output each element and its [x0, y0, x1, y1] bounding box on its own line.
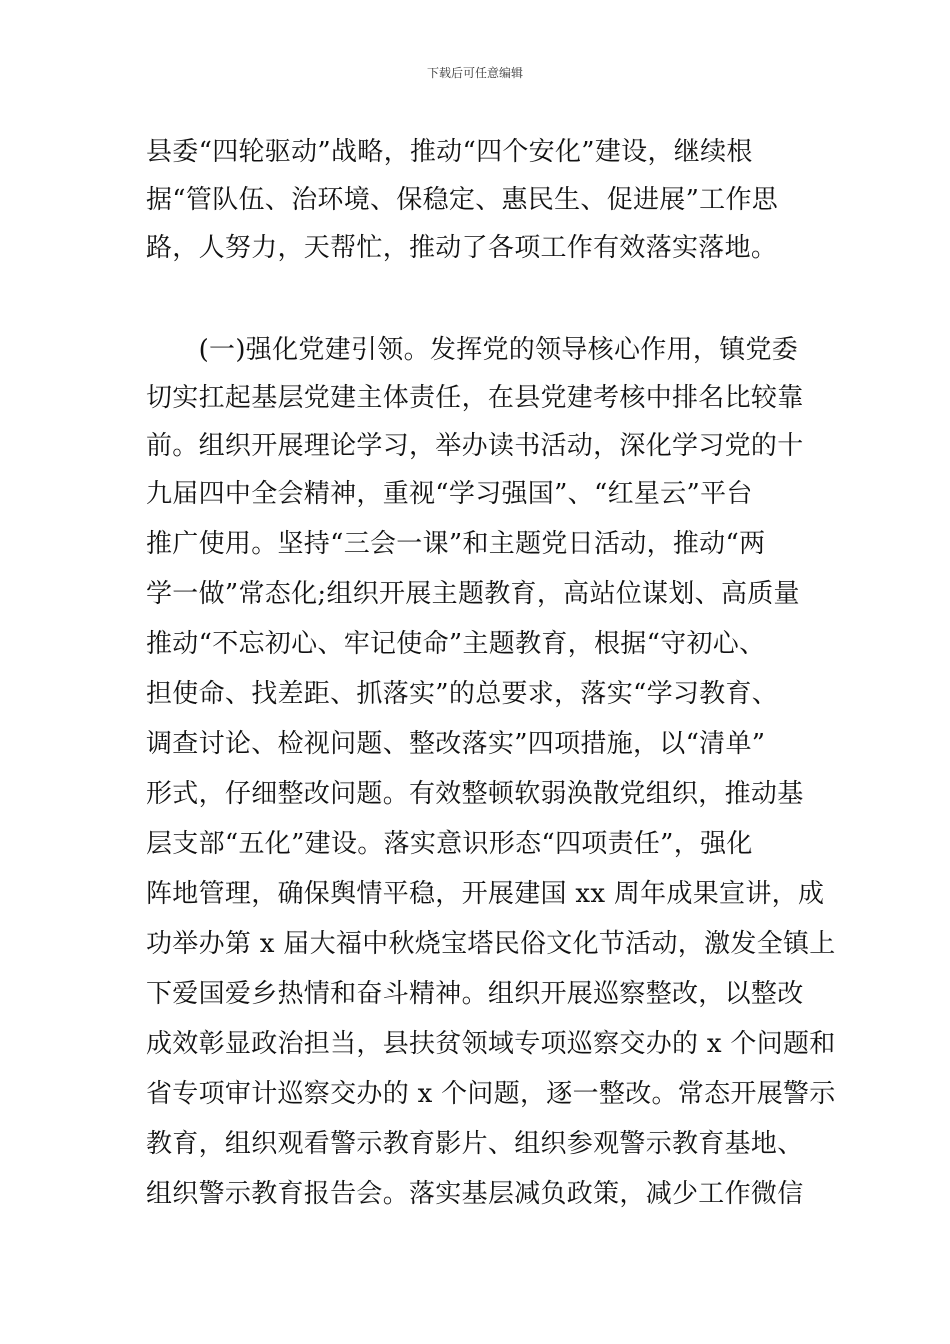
text-line: 形式，仔细整改问题。有效整顿软弱涣散党组织，推动基 — [146, 779, 804, 809]
text-line: 组织警示教育报告会。落实基层减负政策，减少工作微信 — [146, 1179, 804, 1209]
text-line: 推广使用。坚持“三会一课”和主题党日活动，推动“两 — [146, 529, 766, 559]
text-line: 教育，组织观看警示教育影片、组织参观警示教育基地、 — [146, 1129, 804, 1159]
text-line: 九届四中全会精神，重视“学习强国”、“红星云”平台 — [146, 479, 753, 509]
text-line: 层支部“五化”建设。落实意识形态“四项责任”，强化 — [146, 829, 753, 859]
text-line: 下爱国爱乡热情和奋斗精神。组织开展巡察整改，以整改 — [146, 979, 804, 1009]
text-line: 前。组织开展理论学习，举办读书活动，深化学习党的十 — [146, 431, 804, 461]
text-line: 调查讨论、检视问题、整改落实”四项措施，以“清单” — [146, 729, 766, 759]
text-line: 据“管队伍、治环境、保稳定、惠民生、促进展”工作思 — [146, 185, 779, 215]
text-line: 县委“四轮驱动”战略，推动“四个安化”建设，继续根 — [146, 137, 753, 167]
text-line: 路，人努力，天帮忙，推动了各项工作有效落实落地。 — [146, 233, 778, 263]
page-header: 下载后可任意编辑 — [426, 66, 523, 80]
text-line: (一)强化党建引领。发挥党的领导核心作用，镇党委 — [146, 335, 799, 365]
text-line: 成效彰显政治担当，县扶贫领域专项巡察交办的 x 个问题和 — [146, 1029, 836, 1059]
text-line: 功举办第 x 届大福中秋烧宝塔民俗文化节活动，激发全镇上 — [146, 929, 836, 959]
text-line: 阵地管理，确保舆情平稳，开展建国 xx 周年成果宣讲，成 — [146, 879, 825, 909]
text-line: 切实扛起基层党建主体责任，在县党建考核中排名比较靠 — [146, 383, 804, 413]
text-line: 推动“不忘初心、牢记使命”主题教育，根据“守初心、 — [146, 629, 766, 659]
text-line: 学一做”常态化;组织开展主题教育，高站位谋划、高质量 — [146, 579, 800, 609]
text-line: 省专项审计巡察交办的 x 个问题，逐一整改。常态开展警示 — [146, 1079, 836, 1109]
text-line: 担使命、找差距、抓落实”的总要求，落实“学习教育、 — [146, 679, 779, 709]
